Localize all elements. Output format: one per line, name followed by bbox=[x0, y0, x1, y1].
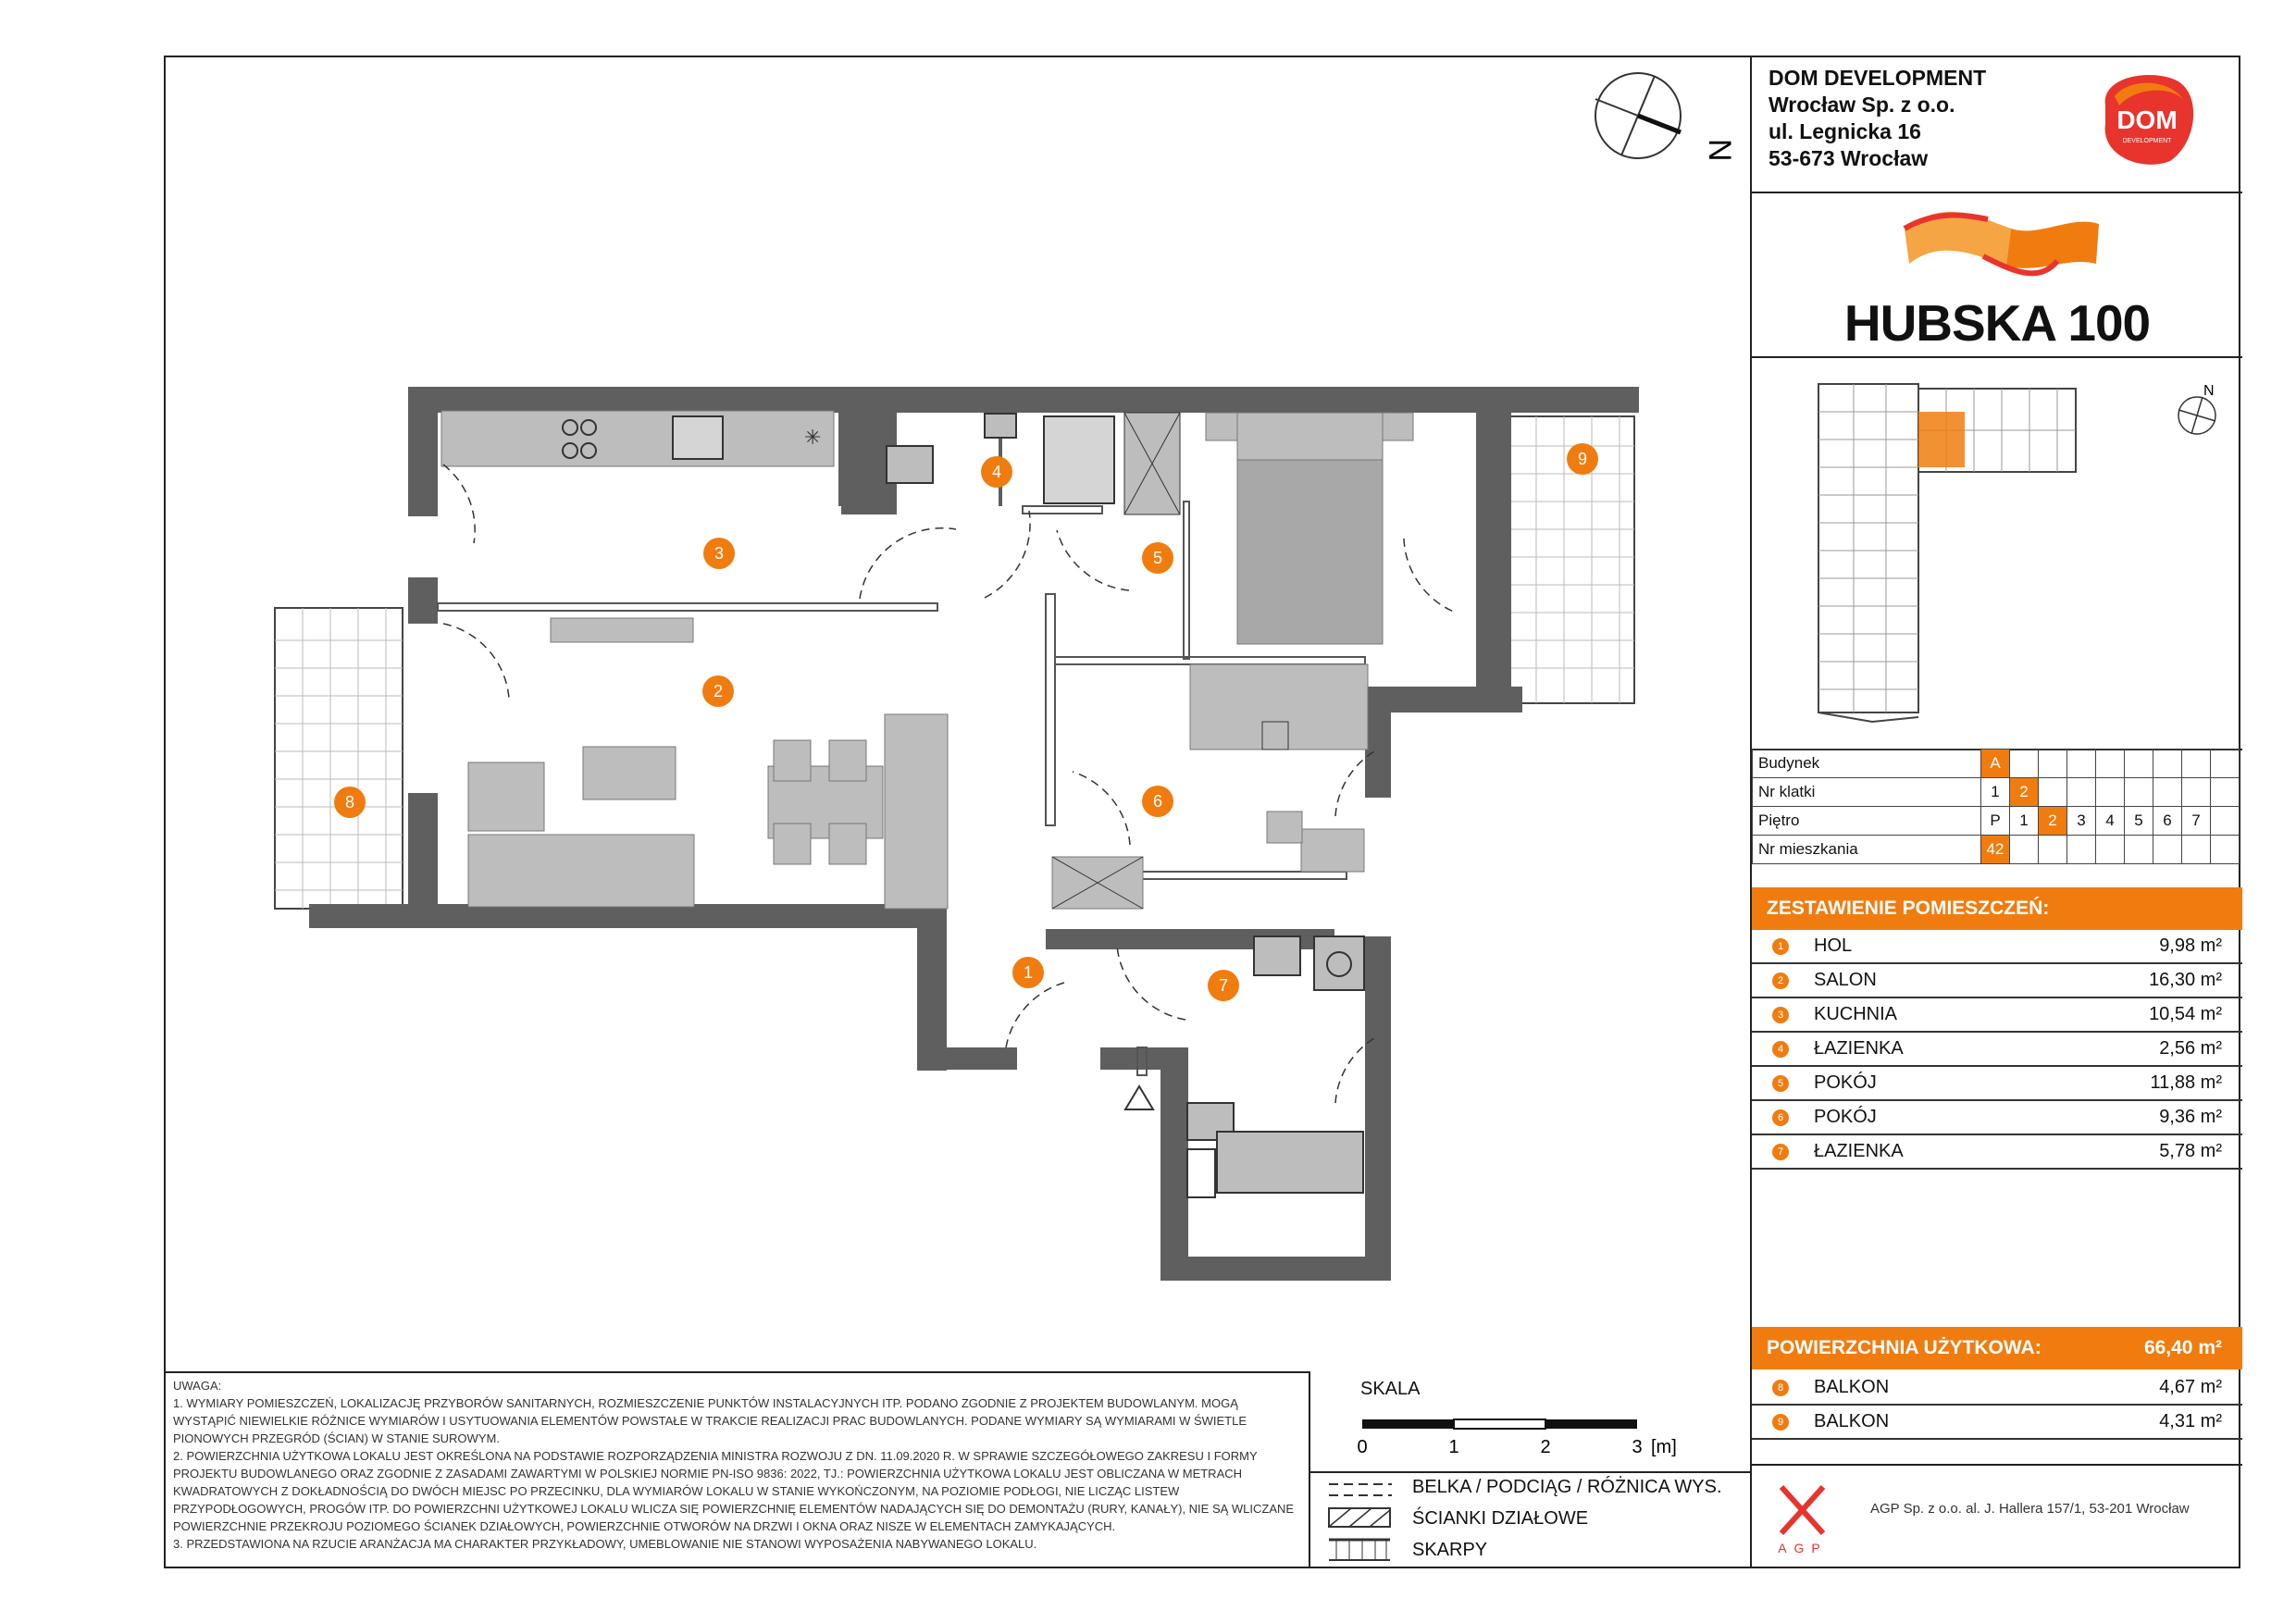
empty-cell bbox=[2125, 778, 2153, 807]
compass-icon bbox=[1595, 73, 1681, 158]
empty-cell bbox=[2153, 778, 2182, 807]
room-area: 2,56 m² bbox=[2159, 1038, 2222, 1059]
room-number: 6 bbox=[1772, 1109, 1789, 1126]
room-name: ŁAZIENKA bbox=[1814, 1141, 1904, 1161]
pietro-label: Piętro bbox=[1753, 807, 1981, 836]
key-plan bbox=[1752, 356, 2242, 750]
scale-tick-2: 2 bbox=[1540, 1437, 1551, 1457]
project-box bbox=[1752, 192, 2242, 358]
architect-address: AGP Sp. z o.o. al. J. Hallera 157/1, 53-201 Wrocław bbox=[1870, 1501, 2190, 1517]
scale-unit: [m] bbox=[1651, 1437, 1677, 1457]
mieszkanie-value: 42 bbox=[1981, 836, 2010, 864]
entrance-icon bbox=[1125, 1086, 1153, 1109]
room-number: 2 bbox=[1772, 973, 1789, 989]
room-area: 10,54 m² bbox=[2149, 1004, 2222, 1024]
room-row bbox=[1752, 964, 2242, 998]
room-row bbox=[1752, 1101, 2242, 1135]
company-line4: 53-673 Wrocław bbox=[1769, 146, 1929, 170]
empty-cell bbox=[2096, 778, 2125, 807]
legend-skarpy: SKARPY bbox=[1412, 1540, 1488, 1560]
building-key-plan bbox=[1752, 356, 2242, 749]
room-number: 4 bbox=[1772, 1041, 1789, 1058]
scale-bar bbox=[1310, 1371, 1750, 1473]
empty-cell bbox=[2010, 836, 2039, 864]
company-address bbox=[1769, 65, 1986, 172]
agp-logo bbox=[1772, 1482, 1837, 1556]
info-table bbox=[1752, 749, 2240, 864]
company-name: DOM DEVELOPMENT bbox=[1769, 66, 1987, 90]
living-furniture bbox=[468, 714, 948, 909]
room-area: 11,88 m² bbox=[2150, 1072, 2222, 1093]
pietro-2: 2 bbox=[2039, 807, 2067, 836]
balcony-row bbox=[1752, 1371, 2242, 1406]
legend-symbols bbox=[1327, 1481, 1394, 1564]
scale-graphic bbox=[1310, 1408, 1750, 1469]
room-tag-4: 4 bbox=[981, 456, 1012, 488]
walls bbox=[309, 387, 1639, 1281]
room-area: 5,78 m² bbox=[2159, 1141, 2222, 1161]
notes-box bbox=[166, 1371, 1310, 1567]
pietro-5: 5 bbox=[2125, 807, 2153, 836]
balcony-number: 8 bbox=[1772, 1380, 1789, 1396]
room-tag-2: 2 bbox=[702, 675, 734, 707]
film-strip-icon bbox=[1900, 201, 2104, 289]
notes-title: UWAGA: bbox=[173, 1379, 222, 1393]
company-line2: Wrocław Sp. z o.o. bbox=[1769, 93, 1955, 117]
room-row bbox=[1752, 1033, 2242, 1067]
legend-box bbox=[1310, 1371, 1750, 1567]
room-area: 16,30 m² bbox=[2149, 970, 2222, 990]
empty-cell bbox=[2096, 750, 2125, 778]
balcony-8 bbox=[275, 608, 403, 909]
room-name: HOL bbox=[1814, 935, 1853, 956]
empty-cell bbox=[2182, 778, 2211, 807]
balcony-number: 9 bbox=[1772, 1414, 1789, 1431]
room-row bbox=[1752, 998, 2242, 1033]
kitchen-hood bbox=[551, 618, 693, 642]
room-tag-8: 8 bbox=[334, 787, 366, 818]
architect-box bbox=[1752, 1464, 2242, 1568]
empty-cell bbox=[2067, 836, 2096, 864]
room-tag-5: 5 bbox=[1142, 542, 1173, 574]
pietro-p: P bbox=[1981, 807, 2010, 836]
empty-cell bbox=[2153, 750, 2182, 778]
room-name: SALON bbox=[1814, 970, 1877, 990]
scale-tick-0: 0 bbox=[1357, 1437, 1368, 1457]
klatka-1: 1 bbox=[1981, 778, 2010, 807]
budynek-label: Budynek bbox=[1753, 750, 1981, 778]
legend-belka: BELKA / PODCIĄG / RÓŻNICA WYS. bbox=[1412, 1477, 1722, 1497]
logo-subtext: DEVELOPMENT bbox=[2122, 138, 2172, 144]
keyplan-north: N bbox=[2203, 383, 2215, 399]
dom-logo bbox=[2091, 68, 2203, 172]
balcony-area: 4,67 m² bbox=[2159, 1377, 2222, 1397]
budynek-value: A bbox=[1981, 750, 2010, 778]
note-2: 2. POWIERZCHNIA UŻYTKOWA LOKALU JEST OKREŚLONA NA PODSTAWIE ROZPORZĄDZENIA MINISTRA ROZWOJU Z DN. 11.09.2020 R. W SPRAWIE SZCZEGÓŁOWEGO ZAKRESU I FORMY PROJEKTU BUDOWLANEGO ORAZ ZGODNIE Z ZASADAMI ZAWARTYMI W POLSKIEJ NORMIE PN-ISO 9836: 2022, TJ.: POWIERZCHNIA UŻYTKOWA LOKALU JEST OBLICZANA W METRACH KWADRATOWYCH Z DOKŁADNOŚCIĄ DO DWÓCH MIEJSC PO PRZECINKU, DLA WYMIARÓW LOKALU W STANIE WYKOŃCZONYM, NA POZIOMIE PODŁOGI, NIE LICZĄC LISTEW PRZYPODŁOGOWYCH, PROGÓW ITP. DO POWIERZCHNI UŻYTKOWEJ LOKALU WLICZA SIĘ POWIERZCHNIĘ ELEMENTÓW NADAJĄCYCH SIĘ DO DEMONTAŻU (RURY, KANAŁY), NIE SĄ WLICZANE POWIERZCHNIE PRZEKROJU POZIOMEGO ŚCIANEK DZIAŁOWYCH, POWIERZCHNIE OTWORÓW NA DRZWI I OKNA ORAZ NISZE W ELEMENTACH ZAMYKAJĄCYCH. bbox=[173, 1449, 1295, 1533]
scale-tick-1: 1 bbox=[1448, 1437, 1459, 1457]
note-1: 1. WYMIARY POMIESZCZEŃ, LOKALIZACJĘ PRZYBORÓW SANITARNYCH, ROZMIESZCZENIE PUNKTÓW INSTALACYJNYCH ITP. PODANO ZGODNIE Z PROJEKTEM BUDOWLANYM. MOGĄ WYSTĄPIĆ NIEWIELKIE RÓŻNICE WYMIARÓW I USYTUOWANIA ELEMENTÓW POWSTAŁE W TRAKCIE REALIZACJI PRAC BUDOWLANYCH. PODANE WYMIARY SĄ WYMIARAMI W ŚWIETLE PIONOWYCH PRZEGRÓD (ŚCIAN) W STANIE SUROWYM. bbox=[173, 1396, 1247, 1445]
balcony-name: BALKON bbox=[1814, 1411, 1890, 1431]
room-tag-6: 6 bbox=[1142, 786, 1173, 817]
agp-logo-text: AGP bbox=[1778, 1541, 1828, 1555]
total-value: 66,40 m² bbox=[2143, 1337, 2222, 1358]
floor-plan bbox=[166, 57, 1750, 1371]
empty-cell bbox=[2211, 807, 2240, 836]
usable-area-total bbox=[1752, 1327, 2242, 1369]
room-name: POKÓJ bbox=[1814, 1107, 1877, 1127]
scale-tick-3: 3 bbox=[1632, 1437, 1643, 1457]
apartment-info bbox=[1752, 749, 2242, 864]
svg-text:✳: ✳ bbox=[804, 427, 822, 450]
legend-scianki: ŚCIANKI DZIAŁOWE bbox=[1412, 1508, 1589, 1529]
project-title: HUBSKA 100 bbox=[1843, 294, 2151, 352]
empty-cell bbox=[2211, 836, 2240, 864]
room-name: KUCHNIA bbox=[1814, 1004, 1898, 1024]
side-panel bbox=[1750, 57, 2242, 1567]
scale-label: SKALA bbox=[1360, 1379, 1421, 1399]
room-area: 9,36 m² bbox=[2159, 1107, 2222, 1127]
empty-cell bbox=[2211, 750, 2240, 778]
company-line3: ul. Legnicka 16 bbox=[1769, 119, 1921, 143]
rooms-header bbox=[1752, 887, 2242, 930]
room-tag-1: 1 bbox=[1012, 957, 1044, 988]
room-number: 3 bbox=[1772, 1007, 1789, 1023]
total-label: POWIERZCHNIA UŻYTKOWA: bbox=[1767, 1337, 2042, 1358]
mieszkanie-label: Nr mieszkania bbox=[1753, 836, 1981, 864]
empty-cell bbox=[2010, 750, 2039, 778]
empty-cell bbox=[2067, 750, 2096, 778]
company-box bbox=[1752, 57, 2242, 193]
room-number: 7 bbox=[1772, 1144, 1789, 1160]
pietro-1: 1 bbox=[2010, 807, 2039, 836]
room-number: 5 bbox=[1772, 1075, 1789, 1092]
empty-cell bbox=[2182, 836, 2211, 864]
logo-text: DOM bbox=[2116, 105, 2178, 134]
north-label: N bbox=[1702, 139, 1737, 162]
empty-cell bbox=[2039, 750, 2067, 778]
empty-cell bbox=[2182, 750, 2211, 778]
room-tag-9: 9 bbox=[1567, 443, 1598, 475]
room-row bbox=[1752, 930, 2242, 964]
empty-cell bbox=[2067, 778, 2096, 807]
sheet-frame bbox=[164, 56, 2240, 1568]
pietro-6: 6 bbox=[2153, 807, 2182, 836]
balcony-name: BALKON bbox=[1814, 1377, 1890, 1397]
pietro-7: 7 bbox=[2182, 807, 2211, 836]
empty-cell bbox=[2039, 778, 2067, 807]
balcony-area: 4,31 m² bbox=[2159, 1411, 2222, 1431]
room-name: ŁAZIENKA bbox=[1814, 1038, 1904, 1059]
bedroom-5-furniture bbox=[1206, 413, 1413, 644]
balcony-row bbox=[1752, 1406, 2242, 1440]
room-area: 9,98 m² bbox=[2159, 935, 2222, 956]
room-tag-3: 3 bbox=[703, 538, 735, 569]
empty-cell bbox=[2039, 836, 2067, 864]
kitchen-counter bbox=[441, 411, 834, 466]
empty-cell bbox=[2153, 836, 2182, 864]
note-3: 3. PRZEDSTAWIONA NA RZUCIE ARANŻACJA MA CHARAKTER PRZYKŁADOWY, UMEBLOWANIE NIE STANOWI WYPOSAŻENIA NABYWANEGO LOKALU. bbox=[173, 1537, 1037, 1551]
room-row bbox=[1752, 1067, 2242, 1101]
room-name: POKÓJ bbox=[1814, 1072, 1877, 1093]
room-number: 1 bbox=[1772, 938, 1789, 955]
empty-cell bbox=[2125, 750, 2153, 778]
pietro-4: 4 bbox=[2096, 807, 2125, 836]
klatka-label: Nr klatki bbox=[1753, 778, 1981, 807]
rooms-header-text: ZESTAWIENIE POMIESZCZEŃ: bbox=[1767, 898, 2050, 919]
pietro-3: 3 bbox=[2067, 807, 2096, 836]
klatka-2: 2 bbox=[2010, 778, 2039, 807]
empty-cell bbox=[2211, 778, 2240, 807]
empty-cell bbox=[2096, 836, 2125, 864]
room-row bbox=[1752, 1135, 2242, 1170]
empty-cell bbox=[2125, 836, 2153, 864]
room-tag-7: 7 bbox=[1208, 970, 1239, 1001]
